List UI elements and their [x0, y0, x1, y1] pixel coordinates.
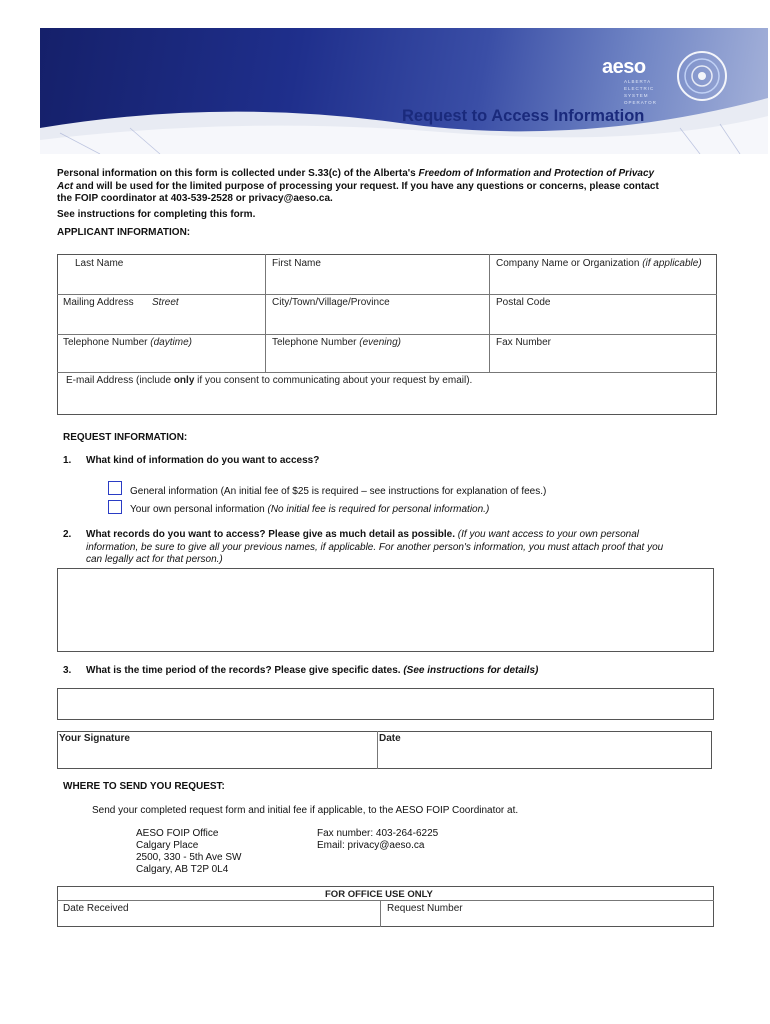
mailing-address-block: AESO FOIP Office Calgary Place 2500, 330 - 5th Ave SW Calgary, AB T2P 0L4	[136, 828, 242, 875]
email-field[interactable]: E-mail Address (include only if you consent to communicating about your request by email).	[66, 375, 473, 386]
general-information-label: General information (An initial fee of $25 is required – see instructions for explanation of fees.)	[130, 486, 547, 497]
logo-wordmark: aeso	[602, 56, 646, 78]
postal-code-field[interactable]: Postal Code	[496, 297, 551, 308]
page-title: Request to Access Information	[402, 107, 645, 125]
telephone-evening-field[interactable]: Telephone Number (evening)	[272, 337, 401, 348]
records-textarea[interactable]	[57, 568, 714, 652]
street-label: Street	[152, 297, 179, 308]
last-name-field[interactable]: Last Name	[75, 258, 124, 269]
send-instructions: Send your completed request form and initial fee if applicable, to the AESO FOIP Coordinator at.	[92, 805, 519, 816]
q3-number: 3.	[63, 665, 72, 676]
q2-number: 2.	[63, 529, 72, 540]
q3-text: What is the time period of the records? Please give specific dates. (See instructions for details)	[86, 665, 539, 676]
personal-information-label: Your own personal information (No initial fee is required for personal information.)	[130, 504, 490, 515]
applicant-heading: APPLICANT INFORMATION:	[57, 227, 191, 238]
personal-information-checkbox[interactable]	[108, 500, 122, 514]
send-heading: WHERE TO SEND YOU REQUEST:	[63, 781, 225, 792]
request-heading: REQUEST INFORMATION:	[63, 432, 188, 443]
office-use-heading: FOR OFFICE USE ONLY	[325, 889, 433, 900]
contact-block: Fax number: 403-264-6225 Email: privacy@aeso.ca	[317, 828, 439, 851]
intro-paragraph: Personal information on this form is collected under S.33(c) of the Alberta's Freedom of Information and Protection of Privacy Act and will be used for the limited purpose of processing your request. If you have any questions or concerns, please contact the FOIP coordinator at 403-539-2528 or privacy@aeso.ca.	[57, 168, 659, 204]
fax-number-field[interactable]: Fax Number	[496, 337, 552, 348]
telephone-day-field[interactable]: Telephone Number (daytime)	[63, 337, 192, 348]
logo-subtext: ALBERTA ELECTRIC SYSTEM OPERATOR	[624, 79, 657, 105]
time-period-input[interactable]	[57, 688, 714, 720]
request-number-field: Request Number	[387, 903, 463, 914]
city-field[interactable]: City/Town/Village/Province	[272, 297, 390, 308]
banner-graphic	[40, 28, 768, 154]
signature-field[interactable]: Your Signature	[59, 733, 130, 744]
q1-text: What kind of information do you want to access?	[86, 455, 320, 466]
instructions-link[interactable]: See instructions for completing this form.	[57, 209, 256, 220]
q1-number: 1.	[63, 455, 72, 466]
general-information-checkbox[interactable]	[108, 481, 122, 495]
header-banner	[40, 28, 768, 154]
company-field[interactable]: Company Name or Organization (if applicable)	[496, 258, 702, 269]
logo-swirl-icon	[678, 52, 726, 100]
mailing-address-field[interactable]: Mailing Address	[63, 297, 134, 308]
date-field[interactable]: Date	[379, 733, 401, 744]
q2-text: What records do you want to access? Please give as much detail as possible. (If you want access to your own personal information, be sure to give all your previous names, if applicable. For another person's information, you must attach proof that you can legally act for that person.)	[86, 529, 664, 565]
date-received-field: Date Received	[63, 903, 129, 914]
first-name-field[interactable]: First Name	[272, 258, 321, 269]
